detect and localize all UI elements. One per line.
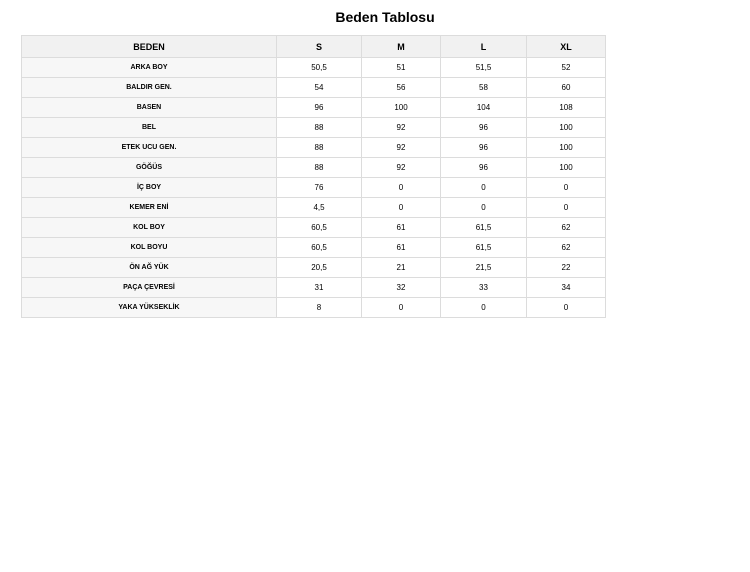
cell-m: 56 <box>362 78 441 98</box>
page-title: Beden Tablosu <box>335 9 435 25</box>
cell-s: 60,5 <box>277 238 362 258</box>
cell-xl: 100 <box>527 158 606 178</box>
table-row <box>22 178 606 198</box>
row-label: BALDIR GEN. <box>22 78 277 98</box>
table-header-row <box>22 36 606 58</box>
cell-l: 0 <box>441 178 527 198</box>
row-label: PAÇA ÇEVRESİ <box>22 278 277 298</box>
cell-m: 100 <box>362 98 441 118</box>
cell-l: 96 <box>441 138 527 158</box>
cell-s: 60,5 <box>277 218 362 238</box>
row-label: GÖĞÜS <box>22 158 277 178</box>
cell-s: 50,5 <box>277 58 362 78</box>
table-row <box>22 78 606 98</box>
cell-l: 0 <box>441 298 527 318</box>
cell-xl: 62 <box>527 238 606 258</box>
cell-m: 61 <box>362 238 441 258</box>
cell-m: 61 <box>362 218 441 238</box>
cell-l: 51,5 <box>441 58 527 78</box>
row-label: KOL BOYU <box>22 238 277 258</box>
table-body <box>22 58 606 318</box>
cell-m: 21 <box>362 258 441 278</box>
cell-m: 0 <box>362 298 441 318</box>
cell-s: 96 <box>277 98 362 118</box>
cell-xl: 60 <box>527 78 606 98</box>
table-row <box>22 238 606 258</box>
cell-xl: 22 <box>527 258 606 278</box>
cell-l: 61,5 <box>441 218 527 238</box>
row-label: İÇ BOY <box>22 178 277 198</box>
row-label: KOL BOY <box>22 218 277 238</box>
cell-xl: 0 <box>527 178 606 198</box>
column-header-beden: BEDEN <box>22 36 277 58</box>
cell-s: 76 <box>277 178 362 198</box>
row-label: BEL <box>22 118 277 138</box>
column-header-m: M <box>362 36 441 58</box>
table-row <box>22 278 606 298</box>
cell-s: 31 <box>277 278 362 298</box>
cell-m: 32 <box>362 278 441 298</box>
cell-m: 92 <box>362 158 441 178</box>
row-label: ARKA BOY <box>22 58 277 78</box>
row-label: YAKA YÜKSEKLİK <box>22 298 277 318</box>
table-row <box>22 138 606 158</box>
cell-xl: 34 <box>527 278 606 298</box>
table-row <box>22 118 606 138</box>
cell-xl: 100 <box>527 138 606 158</box>
table-row <box>22 58 606 78</box>
table-row <box>22 298 606 318</box>
cell-s: 20,5 <box>277 258 362 278</box>
cell-m: 51 <box>362 58 441 78</box>
cell-l: 96 <box>441 158 527 178</box>
column-header-l: L <box>441 36 527 58</box>
row-label: BASEN <box>22 98 277 118</box>
table-row <box>22 198 606 218</box>
cell-m: 92 <box>362 138 441 158</box>
cell-m: 0 <box>362 178 441 198</box>
cell-l: 21,5 <box>441 258 527 278</box>
cell-xl: 52 <box>527 58 606 78</box>
cell-xl: 0 <box>527 198 606 218</box>
cell-m: 0 <box>362 198 441 218</box>
table-row <box>22 258 606 278</box>
cell-s: 88 <box>277 118 362 138</box>
cell-l: 0 <box>441 198 527 218</box>
cell-xl: 62 <box>527 218 606 238</box>
row-label: KEMER ENİ <box>22 198 277 218</box>
cell-s: 4,5 <box>277 198 362 218</box>
cell-s: 8 <box>277 298 362 318</box>
cell-m: 92 <box>362 118 441 138</box>
cell-l: 96 <box>441 118 527 138</box>
cell-xl: 0 <box>527 298 606 318</box>
cell-l: 33 <box>441 278 527 298</box>
table-row <box>22 218 606 238</box>
row-label: ÖN AĞ YÜK <box>22 258 277 278</box>
column-header-xl: XL <box>527 36 606 58</box>
cell-l: 58 <box>441 78 527 98</box>
column-header-s: S <box>277 36 362 58</box>
cell-xl: 108 <box>527 98 606 118</box>
table-row <box>22 158 606 178</box>
cell-xl: 100 <box>527 118 606 138</box>
table-row <box>22 98 606 118</box>
cell-s: 54 <box>277 78 362 98</box>
cell-s: 88 <box>277 138 362 158</box>
size-chart-table <box>21 35 606 318</box>
cell-s: 88 <box>277 158 362 178</box>
row-label: ETEK UCU GEN. <box>22 138 277 158</box>
cell-l: 104 <box>441 98 527 118</box>
cell-l: 61,5 <box>441 238 527 258</box>
